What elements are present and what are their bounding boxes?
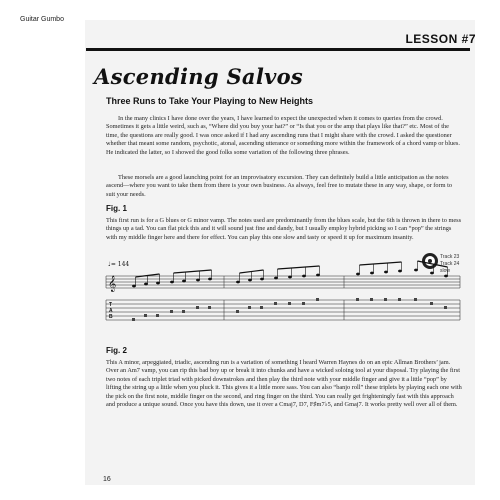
svg-text:T: T xyxy=(109,302,113,308)
page-background xyxy=(85,20,475,485)
music-notation-figure xyxy=(104,258,464,328)
intro-paragraph-2: These morsels are a good launching point for an improvisatory excursion. They can definitely build a little anticipation as the notes ascend—where you want to take them from there is your own business. As always, feel free to mutate these in any way, shape, or form to suit your needs. xyxy=(106,174,452,198)
svg-text:A: A xyxy=(109,308,113,314)
intro-paragraph-1: In the many clinics I have done over the years, I have learned to expect the unexpected when it comes to queries from the crowd. Sometimes it gets a little weird, such as, “Where did you buy your hat?” or “Is that you or the amp that plays like that?” etc. Most of the time, the questions are really good. I was once asked if I had any ascending runs that I might share with the crowd. I asked the questioner whether that meant some random, psychotic, atonal, ascending utterance or something more within the framework of a chord vamp or blues. He indicated the latter, so I showed the good folks some variation of the following three phrases. xyxy=(106,115,460,156)
running-head: Guitar Gumbo xyxy=(20,16,64,23)
fig2-heading: Fig. 2 xyxy=(106,346,127,355)
tab-fret-marks xyxy=(132,298,447,321)
fig1-text: This first run is for a G blues or G minor vamp. The notes used are predominantly from the blues scale, but the 6th is thrown in there to mess things up a tad. You can flat pick this and it will sound just fine and dandy, but I usually employ hybrid picking so I can “pop” the strings with my middle finger here and there for effect. You can play this one slow and tasty or speed it up for maximum insanity. xyxy=(106,217,462,241)
lesson-label: LESSON #7 xyxy=(405,32,476,46)
fig1-heading: Fig. 1 xyxy=(106,204,127,213)
treble-clef-icon: 𝄞 xyxy=(108,276,117,292)
svg-text:B: B xyxy=(109,314,113,320)
tempo-marking: ♩= 144 xyxy=(108,261,130,268)
track-label-1: Track 23 xyxy=(440,254,460,260)
lesson-rule xyxy=(86,48,470,51)
page-number: 16 xyxy=(103,476,111,483)
page-title: Ascending Salvos xyxy=(94,64,304,89)
fig2-text: This A minor, arpeggiated, triadic, ascending run is a variation of something I heard Warren Haynes do on an epic Allman Brothers’ jam. Over an Am7 vamp, you can rip this bad boy up or break it into chunks and have a wicked soloing tool at your disposal. Try playing the first two notes of each triplet triad with picked downstrokes and then play the third note with your middle finger and give it a little “pop” by lifting the string up a little when you pluck it. This gives it a little more sass. You can also “banjo roll” these triplets by playing each one with the pick on the first note, middle finger on the second, and ring finger on the third. You can really get frighteningly fast with this approach and produce a unique sound. Once you have this down, use it over a Cmaj7, D7, F♯m7♭5, and Gmaj7. It works pretty well over all of them. xyxy=(106,359,462,409)
tab-label xyxy=(109,302,113,320)
tab-staff xyxy=(106,300,460,320)
track-label-2: Track 24 xyxy=(440,261,460,267)
page-subtitle: Three Runs to Take Your Playing to New Heights xyxy=(106,96,314,106)
track-label-3: slow xyxy=(440,268,451,274)
notes xyxy=(132,261,447,287)
